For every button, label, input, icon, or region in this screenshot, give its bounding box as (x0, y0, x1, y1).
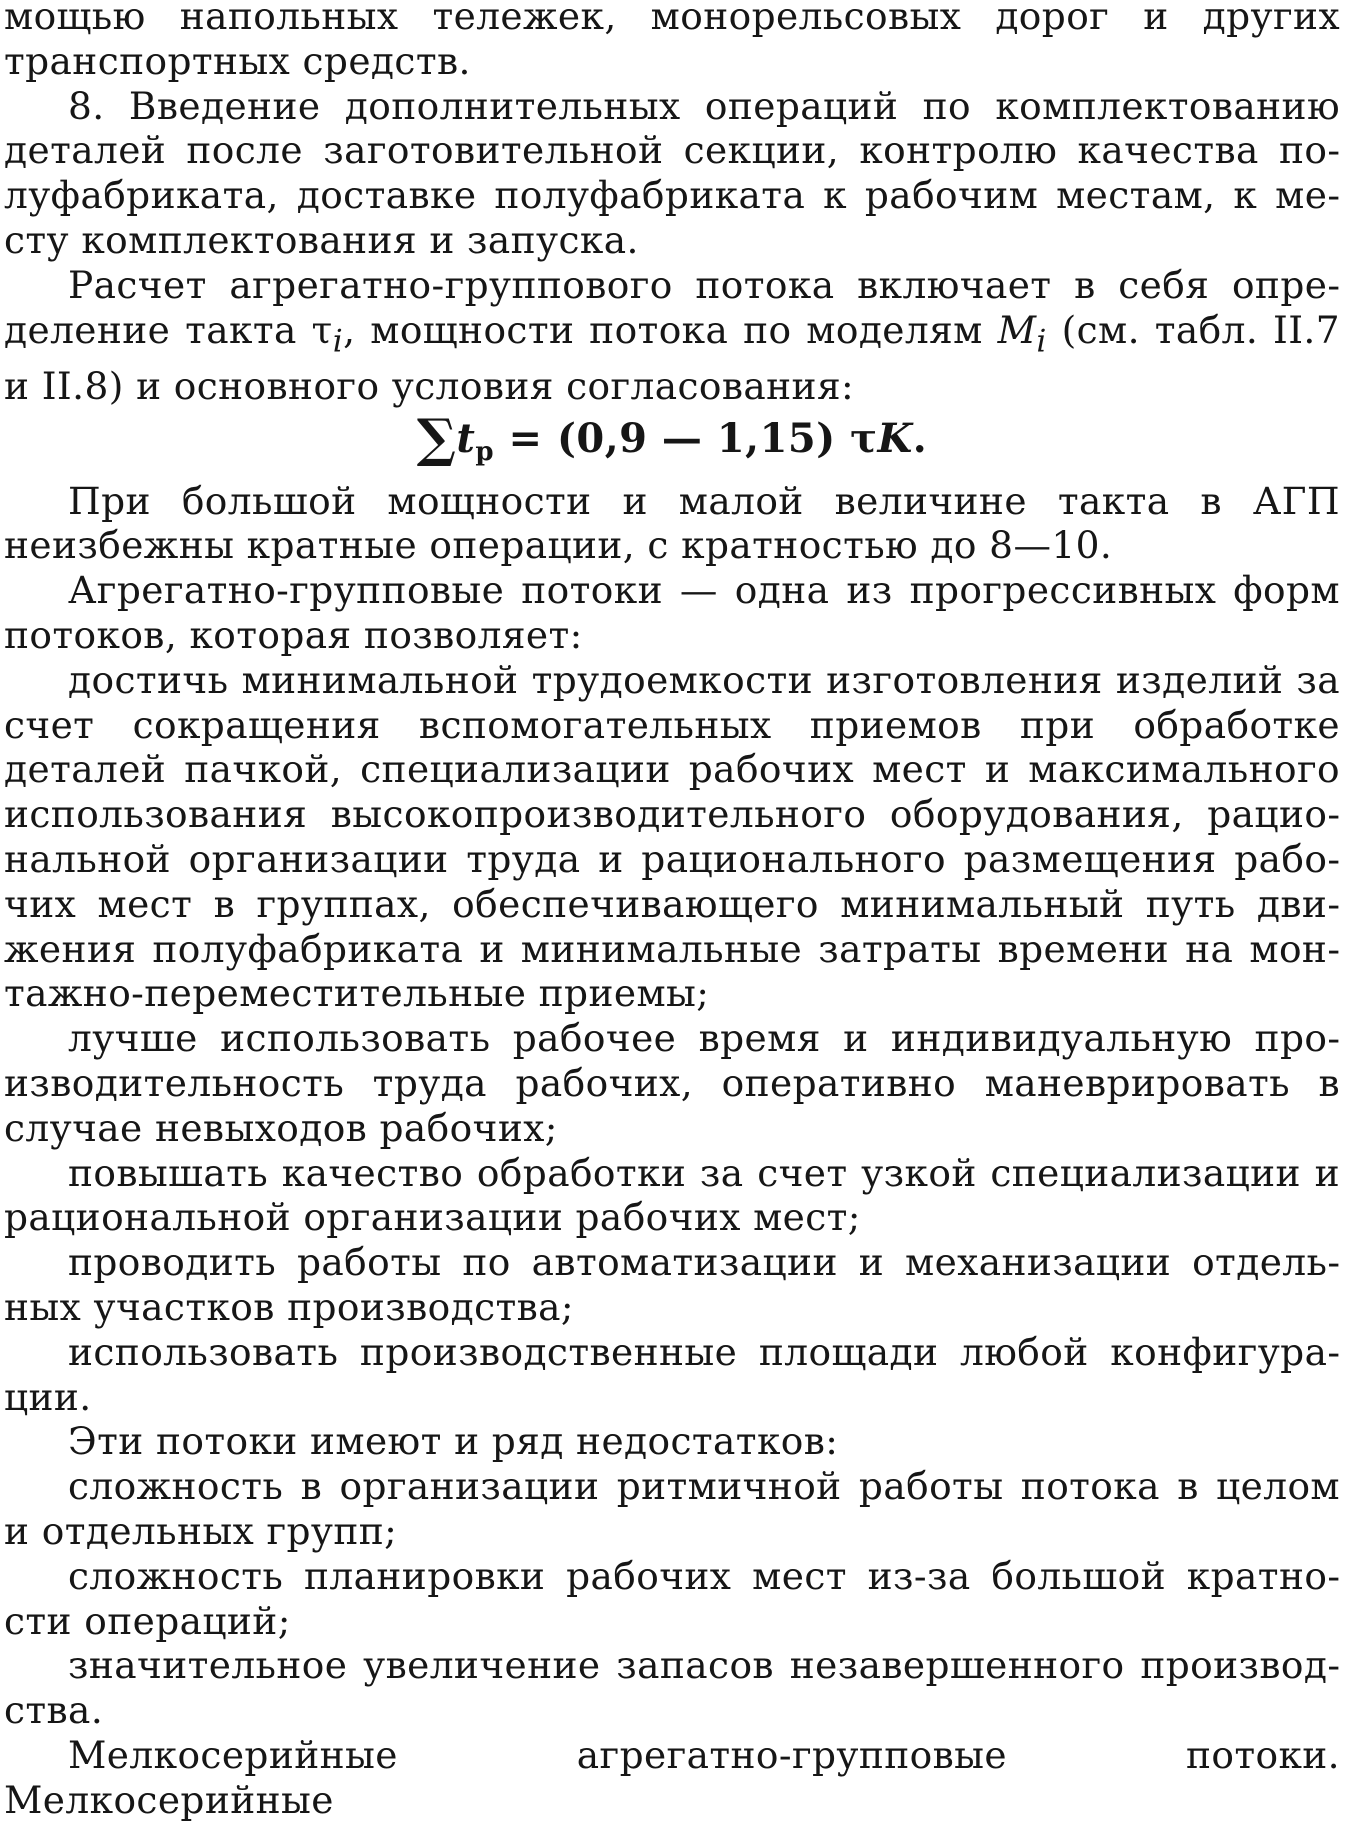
cut-off-line-wrapper (4, 1732, 1340, 1822)
paragraph-calculation (4, 263, 1340, 409)
formula-coordination (4, 407, 1340, 469)
advantage-item: достичь минимальной трудоемкости изготовления изделий за счет сокращения вспомогательных приемов при обработке деталей пачкой, специализации рабочих мест и максимального использования высокопроизводительного оборудования, рациональной организации труда и рационального размещения рабочих мест в группах, обеспечивающего минимальный путь движения полуфабриката и минимальные затраты времени на монтажно-переместительные приемы; (4, 657, 1340, 1016)
paragraph-transport: мощью напольных тележек, монорельсовых дорог и других транспортных средств. (4, 0, 1340, 83)
formula-t: t (456, 414, 476, 462)
calc-text-b: , мощности потока по моделям (343, 307, 998, 352)
formula-rhs: = (0,9 — 1,15) τ (494, 414, 878, 462)
cut-off-line: Мелкосерийные агрегатно-групповые потоки. Мелкосерийные (4, 1732, 1340, 1822)
drawback-item: сложность в организации ритмичной работы потока в целом и отдельных групп; (4, 1464, 1340, 1553)
sum-symbol: ∑ (416, 407, 457, 469)
paragraph-drawbacks-intro: Эти потоки имеют и ряд недостатков: (68, 1419, 839, 1464)
variable-M: M (997, 307, 1037, 352)
advantage-item: использовать производственные площади любой конфигурации. (4, 1329, 1340, 1419)
paragraph-agp-intro: Агрегатно-групповые потоки — одна из прогрессивных форм потоков, которая позволяет: (4, 568, 1340, 658)
calc-text-c: (см. табл. II.7 и II.8) и основного условия согласования: (4, 307, 1340, 408)
drawback-item: значительное увеличение запасов незавершенного производства. (4, 1643, 1340, 1733)
paragraph-item-8: 8. Введение дополнительных операций по комплектованию деталей после заготовительной секции, контролю качества полуфабриката, доставке полуфабриката к рабочим местам, к месту комплектования и запуска. (4, 83, 1340, 262)
document-page (4, 0, 1340, 1822)
paragraph-large-power: При большой мощности и малой величине такта в АГП неизбежны кратные операции, с кратностью до 8—10. (4, 478, 1340, 568)
M-subscript: i (1036, 323, 1047, 360)
formula-t-subscript: р (475, 436, 495, 467)
calc-text-a: Расчет агрегатно-группового потока включает в себя определение такта τ (4, 262, 1340, 352)
advantage-item: лучше использовать рабочее время и индивидуальную производительность труда рабочих, оперативно маневрировать в случае невыходов рабочих; (4, 1016, 1340, 1150)
formula-end: . (912, 414, 928, 462)
advantage-item: проводить работы по автоматизации и механизации отдельных участков производства; (4, 1240, 1340, 1330)
advantage-item: повышать качество обработки за счет узкой специализации и рациональной организации рабочих мест; (4, 1150, 1340, 1240)
tau-subscript: i (332, 323, 344, 360)
drawback-item: сложность планировки рабочих мест из-за большой кратности операций; (4, 1553, 1340, 1643)
formula-K: K (877, 414, 913, 462)
